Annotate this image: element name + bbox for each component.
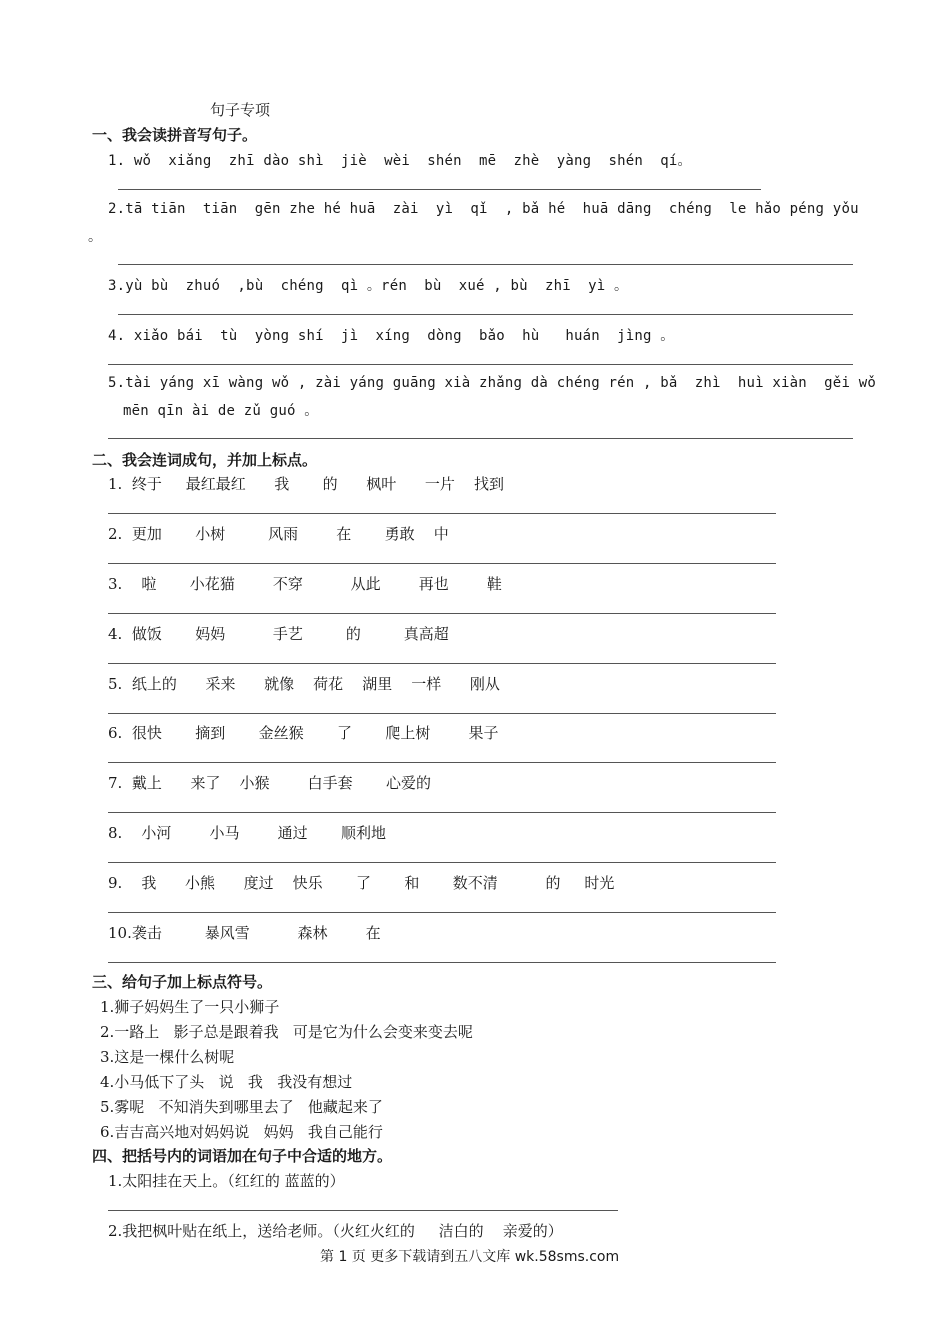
sec3-item-4: 4.小马低下了头 说 我 我没有想过 bbox=[100, 1073, 353, 1091]
answer-line bbox=[108, 912, 776, 913]
section-1-heading: 一、我会读拼音写句子。 bbox=[92, 126, 258, 144]
answer-line bbox=[108, 812, 776, 813]
sec2-item-9: 9. 我 小熊 度过 快乐 了 和 数不清 的 时光 bbox=[108, 874, 615, 892]
sec2-item-3: 3. 啦 小花猫 不穿 从此 再也 鞋 bbox=[108, 575, 502, 593]
sec1-item-3: 3.yù bù zhuó ,bù chéng qì 。rén bù xué , bù zhī yì 。 bbox=[108, 278, 629, 294]
answer-line bbox=[108, 862, 776, 863]
sec2-item-1: 1. 终于 最红最红 我 的 枫叶 一片 找到 bbox=[108, 475, 504, 493]
sec1-item-2-end: 。 bbox=[88, 229, 103, 245]
answer-line bbox=[108, 1210, 618, 1211]
answer-line bbox=[108, 962, 776, 963]
section-2-heading: 二、我会连词成句，并加上标点。 bbox=[92, 451, 318, 469]
sec1-item-5-cont: mēn qīn ài de zǔ guó 。 bbox=[123, 403, 319, 419]
answer-line bbox=[108, 364, 853, 365]
section-3-heading: 三、给句子加上标点符号。 bbox=[92, 973, 273, 991]
sec2-item-5: 5. 纸上的 采来 就像 荷花 湖里 一样 刚从 bbox=[108, 675, 500, 693]
sec3-item-6: 6.吉吉高兴地对妈妈说 妈妈 我自己能行 bbox=[100, 1123, 383, 1141]
sec3-item-3: 3.这是一棵什么树呢 bbox=[100, 1048, 235, 1066]
answer-line bbox=[108, 513, 776, 514]
section-4-heading: 四、把括号内的词语加在句子中合适的地方。 bbox=[92, 1147, 393, 1165]
sec1-item-5: 5.tài yáng xī wàng wǒ , zài yáng guāng xià zhǎng dà chéng rén , bǎ zhì huì xiàn gěi wǒ bbox=[108, 375, 876, 391]
answer-line bbox=[108, 438, 853, 439]
sec2-item-7: 7. 戴上 来了 小猴 白手套 心爱的 bbox=[108, 774, 432, 792]
sec4-item-1: 1.太阳挂在天上。（红红的 蓝蓝的） bbox=[108, 1172, 345, 1190]
sec1-item-4: 4. xiǎo bái tù yòng shí jì xíng dòng bǎo hù huán jìng 。 bbox=[108, 328, 675, 344]
sec3-item-5: 5.雾呢 不知消失到哪里去了 他藏起来了 bbox=[100, 1098, 383, 1116]
answer-line bbox=[108, 613, 776, 614]
answer-line bbox=[108, 563, 776, 564]
sec2-item-8: 8. 小河 小马 通过 顺利地 bbox=[108, 824, 387, 842]
page-footer: 第 1 页 更多下载请到五八文库 wk.58sms.com bbox=[320, 1249, 620, 1265]
page-title: 句子专项 bbox=[210, 101, 271, 119]
answer-line bbox=[118, 189, 761, 190]
sec1-item-2: 2.tā tiān tiān gēn zhe hé huā zài yì qǐ , bǎ hé huā dāng chéng le hǎo péng yǒu bbox=[108, 201, 859, 217]
sec2-item-4: 4. 做饭 妈妈 手艺 的 真高超 bbox=[108, 625, 449, 643]
sec4-item-2: 2.我把枫叶贴在纸上，送给老师。（火红火红的 洁白的 亲爱的） bbox=[108, 1222, 563, 1240]
answer-line bbox=[108, 713, 776, 714]
answer-line bbox=[118, 264, 853, 265]
answer-line bbox=[118, 314, 853, 315]
sec2-item-10: 10.袭击 暴风雪 森林 在 bbox=[108, 924, 381, 942]
sec2-item-2: 2. 更加 小树 风雨 在 勇敢 中 bbox=[108, 525, 449, 543]
answer-line bbox=[108, 663, 776, 664]
sec1-item-1: 1. wǒ xiǎng zhī dào shì jiè wèi shén mē zhè yàng shén qí。 bbox=[108, 153, 692, 169]
sec2-item-6: 6. 很快 摘到 金丝猴 了 爬上树 果子 bbox=[108, 724, 499, 742]
sec3-item-1: 1.狮子妈妈生了一只小狮子 bbox=[100, 998, 280, 1016]
answer-line bbox=[108, 762, 776, 763]
sec3-item-2: 2.一路上 影子总是跟着我 可是它为什么会变来变去呢 bbox=[100, 1023, 473, 1041]
